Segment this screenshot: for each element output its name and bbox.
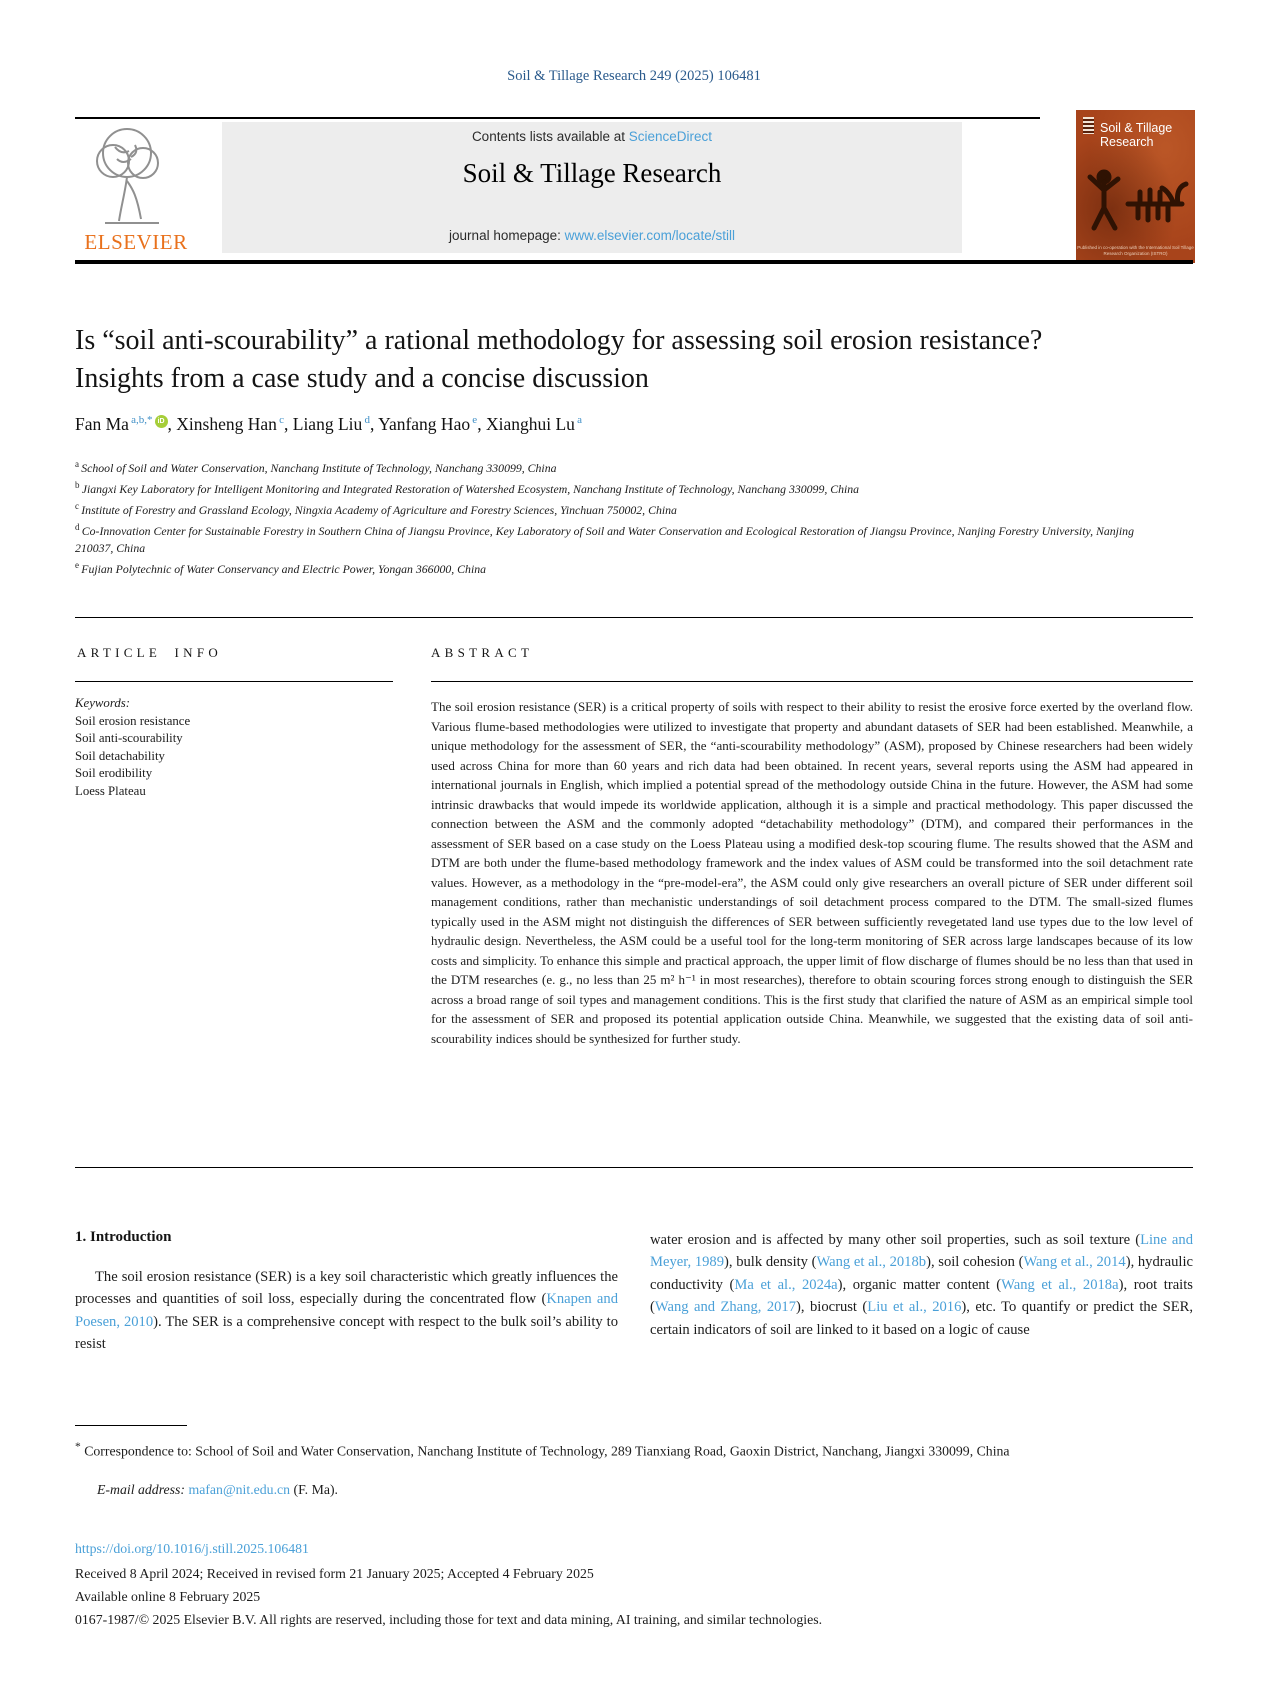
affiliation-sup: c (75, 500, 82, 511)
divider (75, 1167, 1193, 1168)
affiliation-item (75, 519, 1155, 557)
affiliation-text: School of Soil and Water Conservation, Nanchang Institute of Technology, Nanchang 330099, China (81, 460, 557, 475)
doi-line (75, 1541, 975, 1557)
available-line: Available online 8 February 2025 (75, 1589, 261, 1604)
email-suffix: (F. Ma). (290, 1482, 339, 1497)
article-title: Is “soil anti-scourability” a rational methodology for assessing soil erosion resistance? Insights from a case study and a concise discussion (75, 325, 1043, 394)
author-name: Yanfang Hao (378, 414, 471, 434)
affiliation-text: Fujian Polytechnic of Water Conservancy and Electric Power, Yongan 366000, China (81, 561, 487, 576)
author-name: Fan Ma (75, 414, 129, 434)
affiliation-sup: a (75, 459, 82, 469)
abstract-header: ABSTRACT (431, 645, 534, 660)
paragraph-text: water erosion and is affected by many other soil properties, such as soil texture ( (650, 1232, 1141, 1248)
author-separator: , (369, 414, 379, 434)
paragraph-text: ). The SER is a comprehensive concept with respect to the bulk soil’s ability to resist (75, 1313, 618, 1353)
intro-heading: 1. Introduction (75, 1229, 172, 1245)
affiliation-item (75, 477, 1155, 498)
received-line: Received 8 April 2024; Received in revised form 21 January 2025; Accepted 4 February 2025 (75, 1566, 594, 1581)
keyword-item: Soil erodibility (75, 766, 153, 781)
sciencedirect-link[interactable]: ScienceDirect (628, 129, 713, 144)
intro-paragraph-right (650, 1229, 1193, 1341)
author-affiliation-sup: d (362, 414, 370, 427)
homepage-link[interactable]: www.elsevier.com/locate/still (564, 228, 735, 243)
copyright-line: 0167-1987/© 2025 Elsevier B.V. All rights are reserved, including those for text and data mining, AI training, and similar technologies. (75, 1612, 823, 1627)
contents-prefix: Contents lists available at (471, 129, 629, 144)
divider (75, 617, 1193, 618)
article-info-header: ARTICLE INFO (77, 645, 223, 660)
cover-footer-text: Published in co-operation with the International Soil Tillage Research Organization (ISTRO) (1077, 245, 1194, 256)
citation-link[interactable]: Wang et al., 2018b (816, 1254, 927, 1271)
affiliation-text: Jiangxi Key Laboratory for Intelligent Monitoring and Integrated Restoration of Watershed Ecosystem, Nanchang Institute of Technology, Nanchang 330099, China (81, 481, 860, 496)
doi-link[interactable]: https://doi.org/10.1016/j.still.2025.106481 (75, 1541, 309, 1556)
email-link[interactable]: mafan@nit.edu.cn (188, 1482, 291, 1497)
citation-link[interactable]: Wang et al., 2014 (1023, 1254, 1126, 1271)
affiliation-text: Institute of Forestry and Grassland Ecology, Ningxia Academy of Agriculture and Forestry Sciences, Yinchuan 750002, China (81, 502, 677, 517)
affiliation-sup: d (75, 521, 82, 532)
citation-link[interactable]: Knapen and Poesen, 2010 (75, 1291, 618, 1330)
homepage-line (222, 228, 962, 243)
citation-link[interactable]: Line and Meyer, 1989 (650, 1232, 1193, 1271)
divider (75, 117, 1040, 119)
cover-barcode (1083, 117, 1094, 134)
paragraph-text: ), organic matter content ( (837, 1276, 1002, 1293)
keywords-block (75, 695, 375, 801)
author-name: Xinsheng Han (176, 414, 277, 434)
affiliations (75, 456, 1155, 578)
citation-link[interactable]: Ma et al., 2024a (734, 1276, 838, 1293)
paragraph-text: The soil erosion resistance (SER) is a key soil characteristic which greatly influences the processes and quantities of soil loss, especially during the concentrated flow ( (75, 1269, 618, 1308)
author-name: Liang Liu (292, 414, 363, 434)
author-affiliation-sup: e (470, 414, 478, 427)
divider (75, 681, 393, 682)
abstract-text: The soil erosion resistance (SER) is a critical property of soils with respect to their ability to resist the erosive force exerted by the overland flow. Various flume-based methodologies were utilized to investigate that property and abundant datasets of SER had been established. Meanwhile, a unique methodology for the assessment of SER, the “anti-scourability methodology” (ASM), proposed by Chinese researchers had been widely used across China for more than 60 years and rich data had been obtained. In recent years, several reports using the ASM had appeared in international journals in English, which implied a potential spread of the methodology outside China in the future. However, the ASM had some intrinsic drawbacks that would impede its worldwide application, although it is a simple and practical methodology. This paper discussed the connection between the ASM and the commonly adopted “detachability methodology” (DTM), and compared their performances in the assessment of SER based on a case study on the Loess Plateau using a modified desk-top scouring flume. The results showed that the ASM and DTM are both under the flume-based methodology framework and the index values of ASM could be transformed into the soil detachment rate values. However, as a methodology in the “pre-model-era”, the ASM could only give researchers an overall picture of SER under different soil management conditions, rather than mechanistic understandings of soil detachment process compared to the DTM. The small-sized flumes typically used in the ASM might not distinguish the differences of SER between sufficiently revegetated land use types due to the low level of hydraulic design. Nevertheless, the ASM could be a useful tool for the long-term monitoring of SER across large landscapes because of its low costs and simplicity. To enhance this simple and practical approach, the upper limit of flow discharge of flumes should be no less than that used in the DTM researches (e. g., no less than 25 m² h⁻¹ in most researches), therefore to obtain scouring forces strong enough to distinguish the SER across a broad range of soil types and management conditions. This is the first study that clarified the nature of ASM as an empirical simple tool for the assessment of SER and proposed its potential application outside China. Meanwhile, we suggested that the existing data of soil anti-scourability indices should be synthesized for further study. (431, 699, 1193, 1046)
footnote-divider (75, 1425, 187, 1426)
author-separator: , (284, 414, 293, 434)
author-affiliation-sup: a (574, 414, 582, 427)
elsevier-logo (75, 123, 197, 255)
author-name: Xianghui Lu (485, 414, 575, 434)
divider (431, 681, 1193, 682)
journal-cover[interactable] (1076, 110, 1195, 263)
journal-reference: Soil & Tillage Research 249 (2025) 106481 (507, 68, 761, 84)
keyword-item: Soil anti-scourability (75, 731, 183, 746)
correspondence-asterisk: * (75, 1441, 81, 1453)
journal-title: Soil & Tillage Research (462, 158, 722, 188)
email-label: E-mail address: (97, 1482, 186, 1497)
cover-title: Soil & Tillage Research (1100, 121, 1173, 149)
author-separator: , (167, 414, 177, 434)
paragraph-text: ), hydraulic conductivity ( (650, 1254, 1193, 1293)
citation-link[interactable]: Liu et al., 2016 (867, 1299, 962, 1316)
email-line (97, 1482, 997, 1498)
elsevier-wordmark: ELSEVIER (84, 230, 188, 254)
paragraph-text: ), soil cohesion ( (926, 1254, 1024, 1271)
keywords-label: Keywords: (75, 696, 130, 710)
keyword-item: Soil erosion resistance (75, 713, 191, 728)
author-affiliation-sup: a,b,* (128, 414, 153, 427)
keywords-list (75, 713, 375, 801)
author-affiliation-sup: c (276, 414, 284, 427)
affiliation-item (75, 498, 1155, 519)
affiliation-sup: b (75, 479, 82, 490)
divider-thick (75, 260, 1193, 264)
paragraph-text: ), root traits ( (650, 1276, 1193, 1316)
citation-link[interactable]: Wang and Zhang, 2017 (654, 1299, 797, 1316)
affiliation-item (75, 557, 1155, 578)
elsevier-tree-icon (75, 123, 197, 229)
orcid-icon[interactable]: iD (155, 415, 168, 428)
affiliation-item (75, 456, 1155, 477)
affiliation-text: Co-Innovation Center for Sustainable Forestry in Southern China of Jiangsu Province, Key Laboratory of Soil and Water Conservation and Ecological Restoration of Jiangsu Province, Nanjing Forestry University, Nanjing 210037, China (75, 523, 1134, 555)
author-separator: , (477, 414, 486, 434)
homepage-prefix: journal homepage: (449, 228, 565, 243)
intro-paragraph-left (75, 1266, 618, 1356)
correspondence-note: * Correspondence to: School of Soil and Water Conservation, Nanchang Institute of Technology, 289 Tianxiang Road, Gaoxin District, Nanchang, Jiangxi 330099, China (75, 1441, 1010, 1459)
cover-petroglyph (1082, 168, 1189, 234)
citation-link[interactable]: Wang et al., 2018a (1001, 1276, 1119, 1293)
keyword-item: Loess Plateau (75, 783, 146, 798)
contents-line (222, 129, 962, 144)
paragraph-text: ), bulk density ( (724, 1254, 817, 1271)
paragraph-text: ), etc. To quantify or predict the SER, certain indicators of soil are linked to it based on a logic of cause (650, 1299, 1194, 1338)
paragraph-text: ), biocrust ( (796, 1299, 868, 1316)
keyword-item: Soil detachability (75, 748, 165, 763)
affiliation-sup: e (75, 559, 82, 570)
authors-line (75, 414, 1125, 435)
